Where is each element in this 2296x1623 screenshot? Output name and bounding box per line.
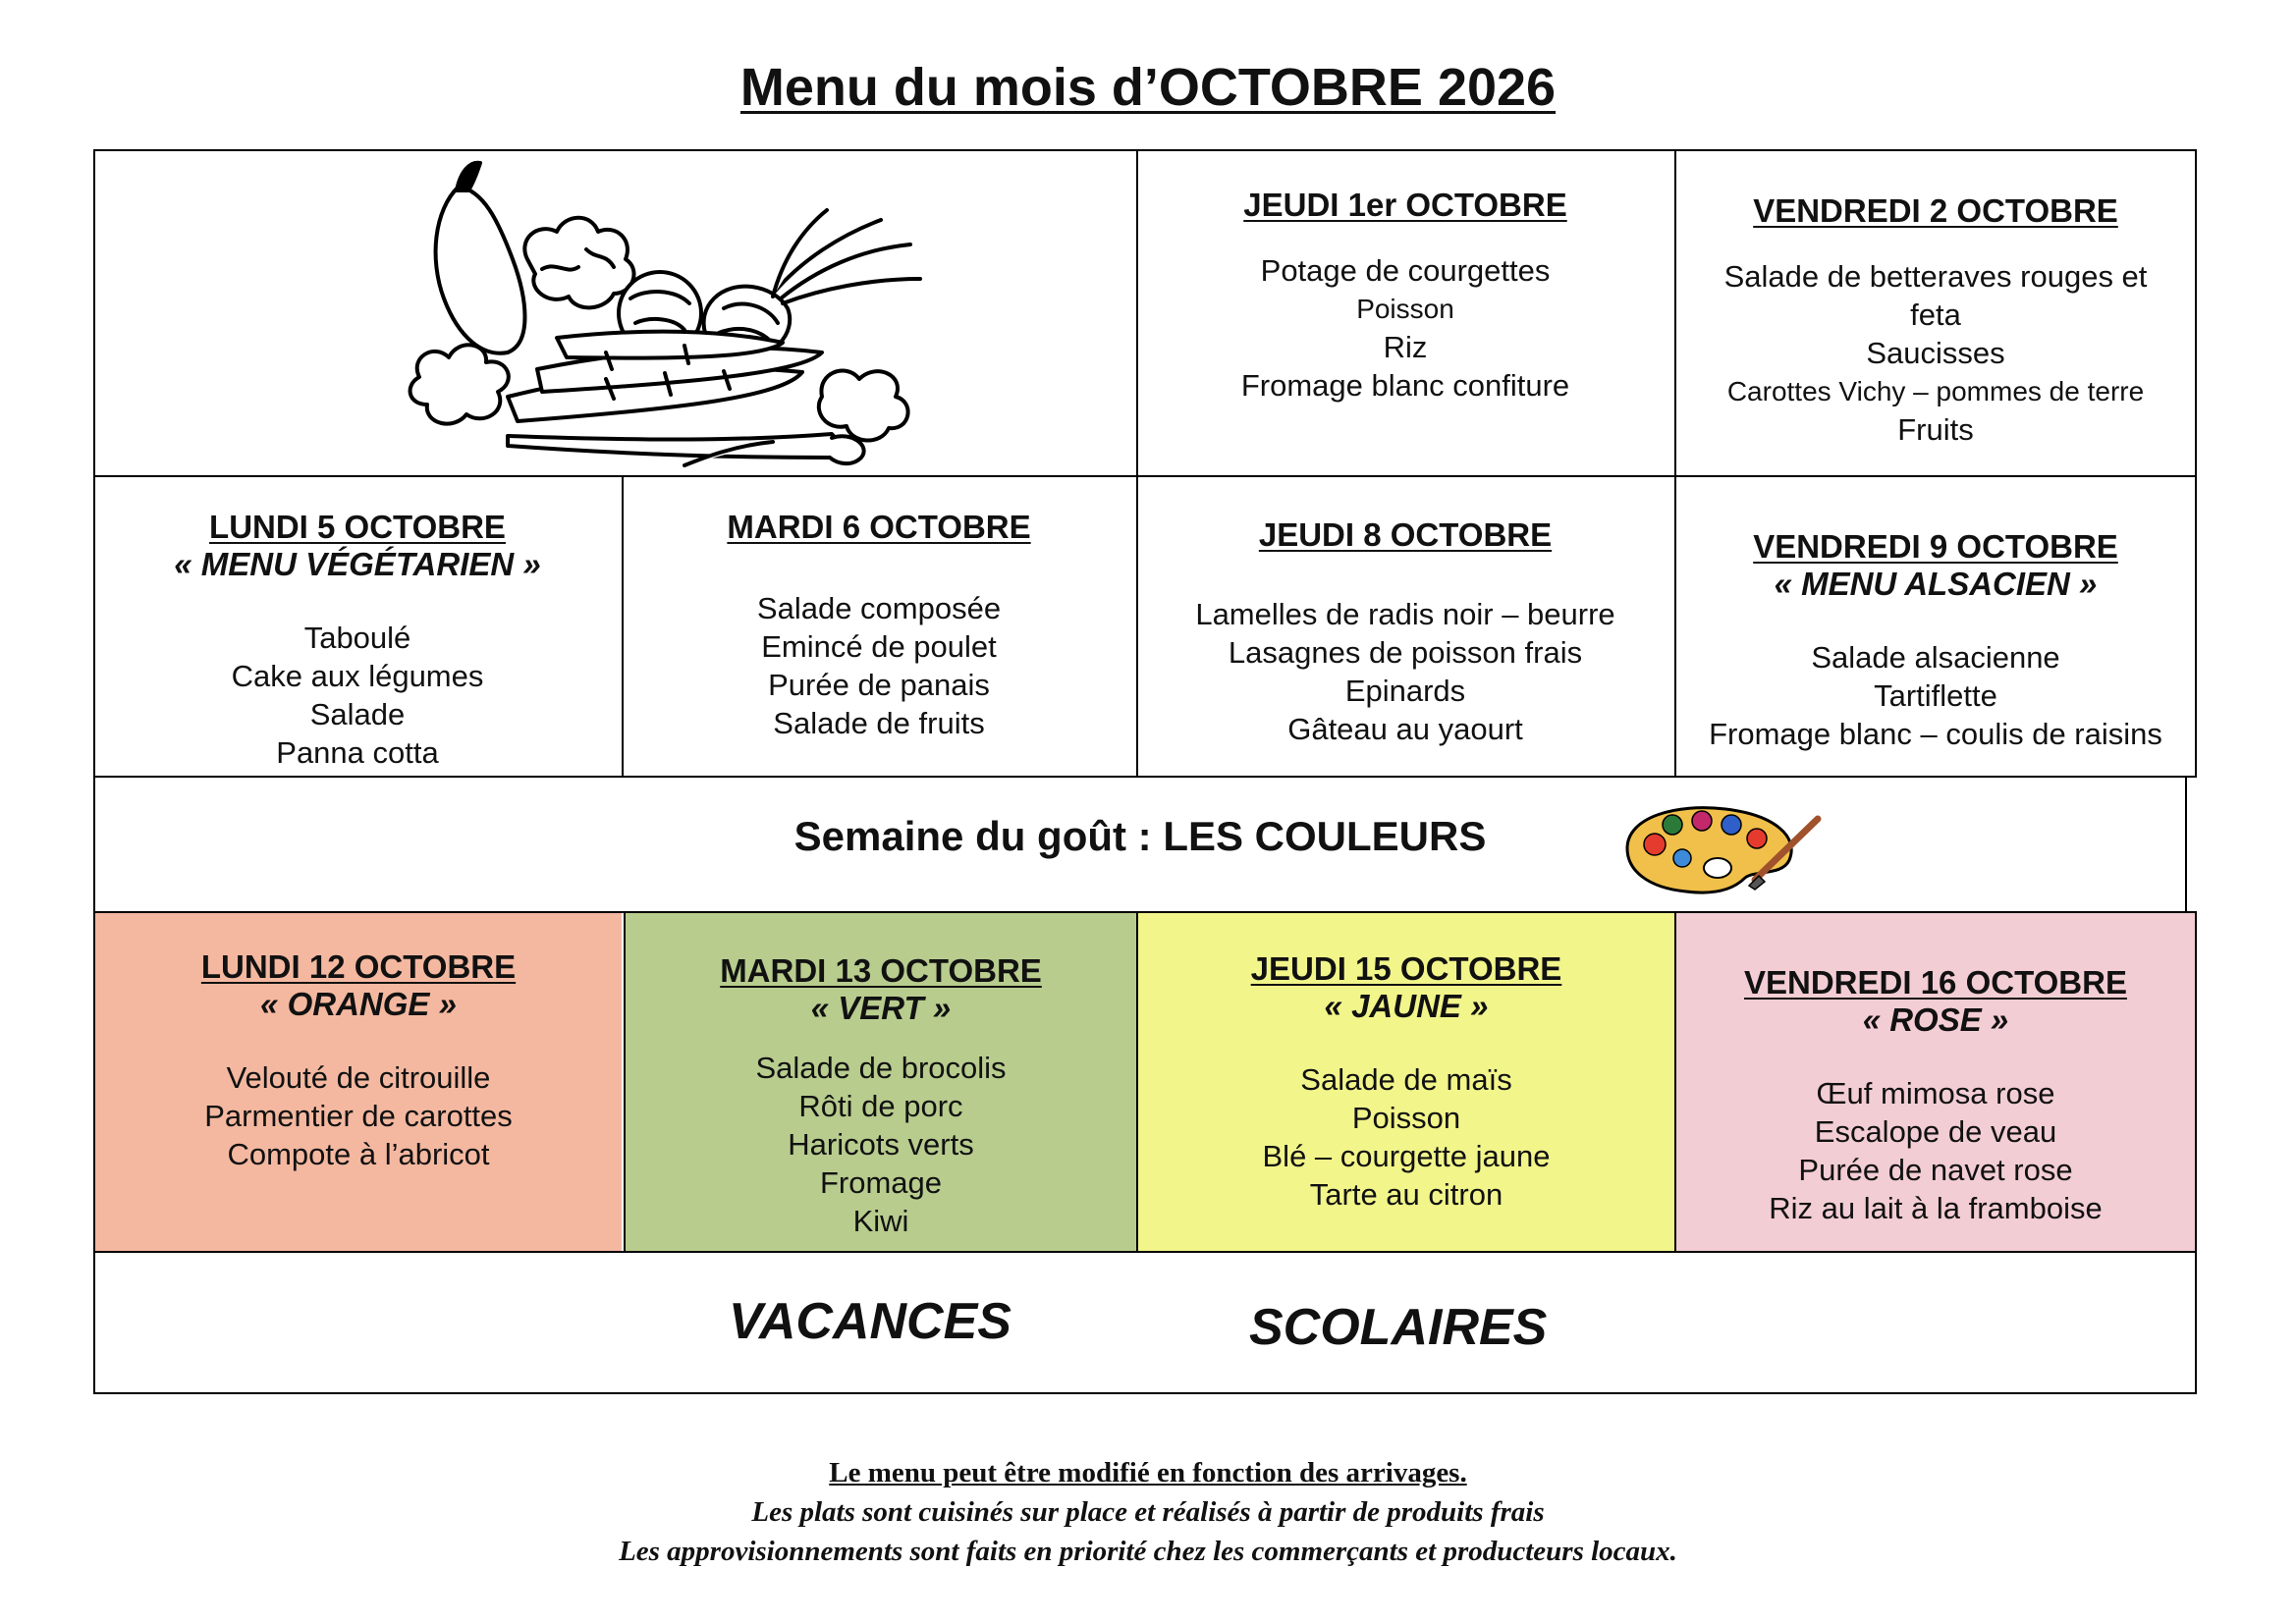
day-heading: JEUDI 15 OCTOBRE	[1250, 950, 1562, 987]
menu-cell-mardi-6	[624, 509, 1134, 742]
dish-item: Carottes Vichy – pommes de terre	[1726, 376, 2145, 406]
dish-list	[1138, 1060, 1674, 1214]
footer-line: Les approvisionnements sont faits en priorité chez les commerçants et producteurs locaux.	[619, 1536, 1677, 1567]
menu-theme: « MENU ALSACIEN »	[1774, 566, 2098, 602]
menu-cell-jeudi-8	[1138, 516, 1672, 748]
dish-list	[624, 589, 1134, 742]
dish-item: Salade de fruits	[773, 706, 985, 740]
menu-theme: « ORANGE »	[260, 986, 457, 1022]
day-heading: LUNDI 5 OCTOBRE	[209, 509, 506, 545]
paint-palette-icon	[1608, 799, 1833, 902]
menu-theme: « ROSE »	[1862, 1001, 2009, 1038]
dish-item: Purée de navet rose	[1798, 1153, 2073, 1187]
dish-item: Poisson	[1351, 1101, 1461, 1135]
dish-item: Epinards	[1344, 674, 1466, 708]
menu-theme: « JAUNE »	[1324, 988, 1489, 1024]
dish-item: Riz	[1383, 330, 1428, 364]
day-heading: MARDI 13 OCTOBRE	[720, 952, 1042, 989]
week-title: Semaine du goût : LES COULEURS	[793, 813, 1487, 859]
dish-item: Fromage blanc confiture	[1240, 368, 1570, 403]
dish-item: Salade	[309, 697, 406, 731]
menu-cell-mardi-13	[624, 913, 1136, 1251]
dish-list	[1138, 595, 1672, 748]
dish-item: Purée de panais	[768, 668, 990, 702]
dish-item: Haricots verts	[788, 1127, 974, 1162]
day-heading: JEUDI 1er OCTOBRE	[1243, 187, 1567, 223]
dish-item: Taboulé	[303, 621, 411, 655]
day-heading: VENDREDI 2 OCTOBRE	[1753, 192, 2118, 229]
dish-item: Riz au lait à la framboise	[1769, 1191, 2103, 1225]
row-divider	[93, 475, 2197, 477]
dish-list	[1676, 1074, 2195, 1227]
footer-line: Les plats sont cuisinés sur place et réalisés à partir de produits frais	[751, 1496, 1545, 1528]
dish-item: Compote à l’abricot	[227, 1137, 490, 1171]
dish-item: Escalope de veau	[1814, 1114, 2057, 1149]
dish-item: Cake aux légumes	[231, 659, 484, 693]
dish-list	[1676, 638, 2195, 753]
dish-item: Potage de courgettes	[1260, 253, 1551, 288]
menu-cell-vendredi-9	[1676, 528, 2195, 753]
holiday-banner	[93, 1251, 2197, 1394]
footer-notes	[0, 1453, 2296, 1571]
vegetables-illustration-icon	[95, 151, 1134, 473]
menu-cell-jeudi-1	[1138, 187, 1672, 405]
dish-list	[1676, 257, 2195, 449]
day-heading: VENDREDI 9 OCTOBRE	[1753, 528, 2118, 565]
dish-item: Œuf mimosa rose	[1816, 1076, 2055, 1110]
day-heading: MARDI 6 OCTOBRE	[727, 509, 1031, 545]
dish-item: feta	[1910, 298, 1961, 332]
dish-item: Gâteau au yaourt	[1287, 712, 1523, 746]
page-title: Menu du mois d’OCTOBRE 2026	[739, 58, 1557, 117]
dish-item: Lamelles de radis noir – beurre	[1195, 597, 1615, 631]
dish-item: Salade de maïs	[1300, 1062, 1512, 1097]
dish-item: Fromage blanc – coulis de raisins	[1709, 717, 2162, 751]
menu-theme: « MENU VÉGÉTARIEN »	[174, 546, 541, 582]
menu-cell-vendredi-2	[1676, 192, 2195, 449]
dish-item: Blé – courgette jaune	[1262, 1139, 1551, 1173]
holiday-word-1: VACANCES	[729, 1293, 1011, 1350]
dish-item: Tartiflette	[1874, 678, 1997, 713]
dish-item: Velouté de citrouille	[226, 1060, 491, 1095]
menu-cell-lundi-5	[95, 509, 620, 772]
day-heading: LUNDI 12 OCTOBRE	[200, 948, 517, 985]
dish-list	[626, 1049, 1136, 1240]
dish-item: Fruits	[1897, 412, 1974, 447]
week-banner	[93, 776, 2187, 913]
dish-item: Salade composée	[756, 591, 1002, 625]
day-heading: JEUDI 8 OCTOBRE	[1258, 516, 1553, 553]
dish-item: Parmentier de carottes	[204, 1099, 513, 1133]
menu-cell-vendredi-16	[1674, 913, 2195, 1251]
dish-item: Salade de brocolis	[755, 1051, 1007, 1085]
footer-line: Le menu peut être modifié en fonction des arrivages.	[829, 1457, 1467, 1488]
dish-list	[95, 619, 620, 772]
dish-item: Poisson	[1356, 294, 1454, 324]
dish-item: Lasagnes de poisson frais	[1228, 635, 1583, 670]
menu-cell-lundi-12	[95, 913, 622, 1251]
dish-item: Salade de betteraves rouges et	[1723, 259, 2148, 294]
dish-list	[95, 1058, 622, 1173]
dish-item: Rôti de porc	[798, 1089, 963, 1123]
dish-item: Panna cotta	[276, 735, 439, 770]
dish-item: Kiwi	[852, 1204, 909, 1238]
menu-theme: « VERT »	[810, 990, 952, 1026]
holiday-word-2: SCOLAIRES	[1249, 1299, 1548, 1356]
day-heading: VENDREDI 16 OCTOBRE	[1744, 964, 2127, 1001]
dish-item: Tarte au citron	[1309, 1177, 1503, 1212]
dish-item: Salade alsacienne	[1811, 640, 2060, 675]
menu-cell-jeudi-15	[1136, 913, 1674, 1251]
dish-item: Fromage	[819, 1165, 943, 1200]
dish-item: Emincé de poulet	[761, 629, 997, 664]
dish-item: Saucisses	[1866, 336, 2005, 370]
dish-list	[1138, 251, 1672, 405]
